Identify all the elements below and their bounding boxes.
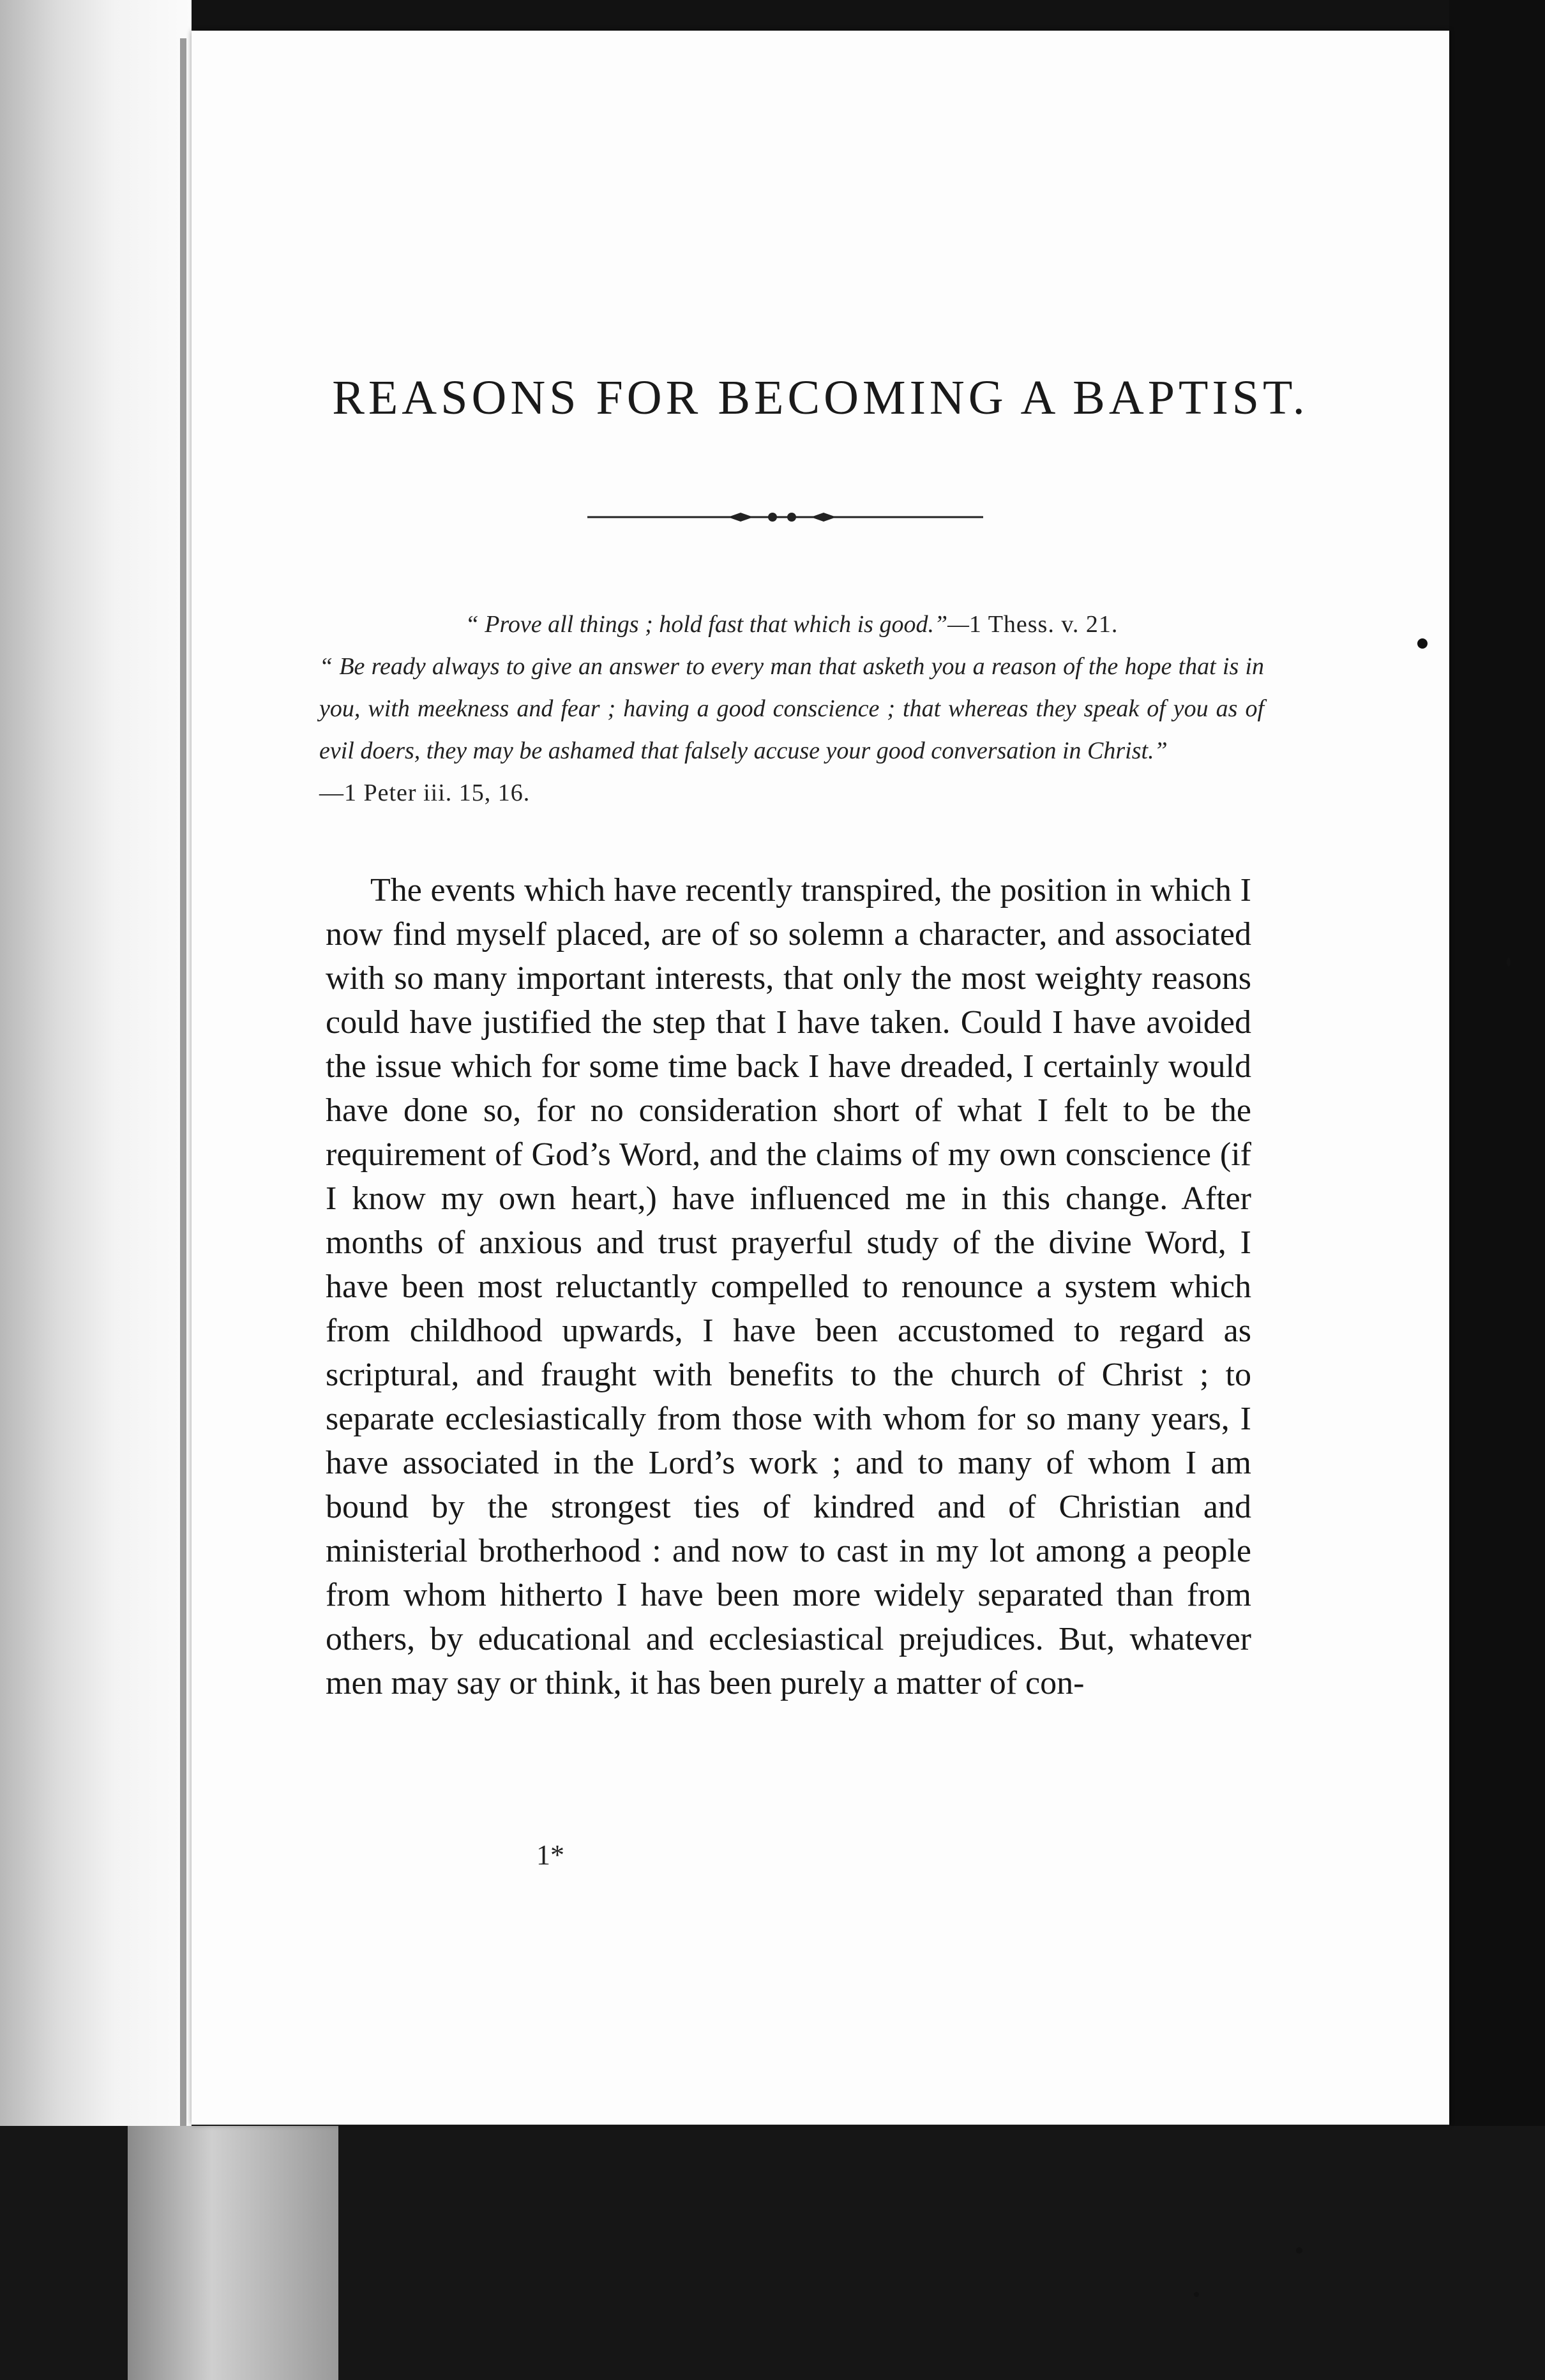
epigraph-2-reference: —1 Peter iii. 15, 16. (319, 780, 531, 806)
ornament-divider (587, 511, 983, 523)
scan-speck (1194, 2292, 1199, 2297)
scan-speck (1296, 2247, 1302, 2254)
epigraph-1-reference: 1 Thess. v. 21. (968, 611, 1119, 638)
bottom-page-edge (128, 2126, 338, 2380)
page-title: REASONS FOR BECOMING A BAPTIST. (332, 371, 1309, 425)
gutter-line (180, 38, 186, 2145)
scan-speck (1417, 638, 1428, 649)
epigraph-1-text: “ Prove all things ; hold fast that which is good.”— (465, 611, 969, 638)
scan-background-right (1449, 0, 1545, 2380)
signature-mark: 1* (536, 1839, 564, 1871)
epigraph (319, 603, 1264, 814)
left-page-edge (0, 0, 192, 2380)
epigraph-quote-2: “ Be ready always to give an answer to every man that asketh you a reason of the hope that is in you, with meekness and fear ; having a good conscience ; that whereas they speak of you as of evil doers, they may be ashamed that falsely accuse your good conversation in Christ.” (319, 653, 1264, 764)
epigraph-quote-1 (319, 603, 1264, 645)
scan-speck (1507, 958, 1511, 967)
body-paragraph: The events which have recently transpired, the position in which I now find myself placed, are of so solemn a character, and associated with so many important interests, that only the most weighty reasons could have justified the step that I have taken. Could I have avoided the issue which for some time back I have dreaded, I certainly would have done so, for no consideration short of what I felt to be the requirement of God’s Word, and the claims of my own conscience (if I know my own heart,) have influenced me in this change. After months of anxious and trust prayerful study of the divine Word, I have been most reluctantly compelled to renounce a system which from childhood upwards, I have been accustomed to regard as scriptural, and fraught with benefits to the church of Christ ; to separate ecclesiastically from those with whom for so many years, I have associated in the Lord’s work ; and to many of whom I am bound by the strongest ties of kindred and of Christian and ministerial brotherhood : and now to cast in my lot among a people from whom hitherto I have been more widely separated than from others, by educational and ecclesiastical prejudices. But, whatever men may say or think, it has been purely a matter of con- (326, 872, 1251, 1701)
